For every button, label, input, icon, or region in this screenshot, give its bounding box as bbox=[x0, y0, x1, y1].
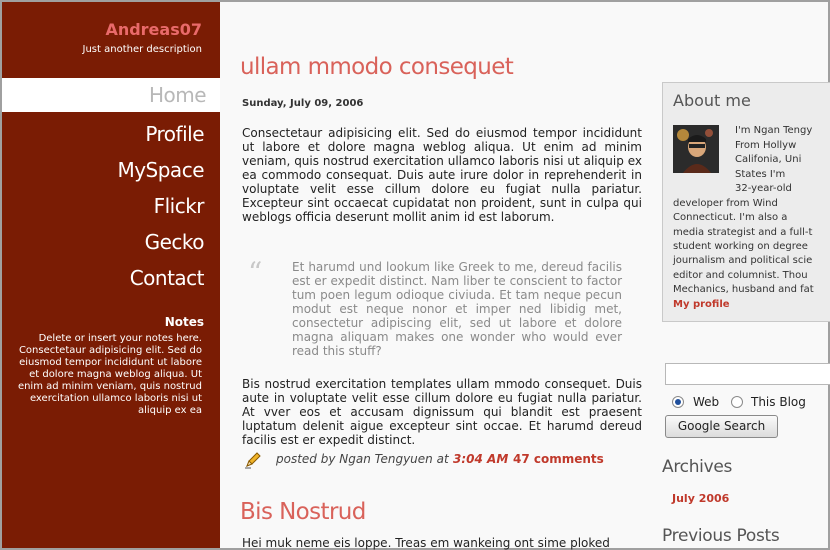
blog-description: Just another description bbox=[82, 44, 202, 55]
notes-title: Notes bbox=[164, 315, 204, 329]
previous-posts-title: Previous Posts bbox=[662, 526, 780, 546]
about-line: journalism and political scie bbox=[673, 255, 813, 266]
this-blog-radio-label: This Blog bbox=[751, 395, 806, 409]
avatar bbox=[673, 125, 719, 173]
post-author: posted by Ngan Tengyuen at bbox=[276, 452, 449, 466]
about-line: States I'm bbox=[735, 169, 786, 180]
about-line: Califonia, Uni bbox=[735, 154, 802, 165]
blog-title[interactable]: Andreas07 bbox=[105, 20, 202, 39]
search-input[interactable] bbox=[665, 363, 830, 385]
google-search-button[interactable]: Google Search bbox=[665, 415, 778, 438]
nav-item-gecko[interactable]: Gecko bbox=[144, 230, 204, 254]
my-profile-link[interactable]: My profile bbox=[673, 299, 730, 310]
about-line: editor and columnist. Thou bbox=[673, 270, 808, 281]
archives-title: Archives bbox=[662, 457, 733, 477]
post-blockquote: Et harumd und lookum like Greek to me, dereud facilis est er expedit distinct. Nam liber te conscient to factor tum poen legum odioque civiuda. Et tam neque pecun modut est neque nonor et imper ned libidig met, consectetur adipiscing elit, sed ut labore et dolore magna aliquam makes one wonder who would ever read this stuff? bbox=[292, 260, 622, 358]
about-line: developer from Wind bbox=[673, 198, 778, 209]
about-line: Connecticut. I'm also a bbox=[673, 212, 788, 223]
archive-month-link[interactable]: July 2006 bbox=[672, 492, 730, 505]
post-paragraph: Hei muk neme eis loppe. Treas em wankeing ont sime ploked bbox=[242, 536, 610, 550]
about-line: media strategist and a full-t bbox=[673, 227, 813, 238]
about-title: About me bbox=[673, 91, 751, 110]
profile-photo-icon bbox=[673, 125, 719, 173]
nav-item-home[interactable]: Home bbox=[2, 78, 220, 112]
about-me-box bbox=[662, 82, 830, 322]
post-paragraph: Consectetaur adipisicing elit. Sed do eiusmod tempor incididunt ut labore et dolore magna weblog aliqua. Ut enim ad minim veniam, quis nostrud exercitation ullamco laboris nisi ut aliquip ex ea commodo consequat. Duis aute irure dolor in reprehenderit in voluptate velit esse cillum dolore eu fugiat nulla pariatur. Excepteur sint occaecat cupidatat non proident, sunt in culpa qui weblogs officia deserunt mollit anim id est laborum. bbox=[242, 126, 642, 224]
quote-icon: “ bbox=[248, 256, 263, 289]
pencil-icon bbox=[244, 451, 262, 469]
post-date: Sunday, July 09, 2006 bbox=[242, 98, 364, 109]
about-line: student working on degree bbox=[673, 241, 808, 252]
post-title[interactable]: ullam mmodo consequet bbox=[240, 54, 514, 80]
nav-item-profile[interactable]: Profile bbox=[145, 122, 204, 146]
this-blog-radio[interactable] bbox=[731, 396, 743, 408]
post-time-link[interactable]: 3:04 AM bbox=[453, 452, 509, 466]
post-paragraph: Bis nostrud exercitation templates ullam mmodo consequet. Duis aute in voluptate velit esse cillum dolore eu fugiat nulla pariatur. At vver eos et accusam dignissum qui blandit est praesent luptatum delenit aigue excepteur sint occae. Et harumd dereud facilis est er expedit distinct. bbox=[242, 377, 642, 447]
post-footer bbox=[244, 451, 644, 471]
about-line: From Hollyw bbox=[735, 140, 797, 151]
post-comments-link[interactable]: 47 comments bbox=[513, 452, 604, 466]
about-line: I'm Ngan Tengy bbox=[735, 125, 813, 136]
web-radio[interactable] bbox=[672, 396, 684, 408]
post-title[interactable]: Bis Nostrud bbox=[240, 499, 366, 525]
about-line: Mechanics, husband and fat bbox=[673, 284, 814, 295]
nav-item-contact[interactable]: Contact bbox=[129, 266, 204, 290]
nav-item-myspace[interactable]: MySpace bbox=[117, 158, 204, 182]
notes-text: Delete or insert your notes here. Consectetaur adipisicing elit. Sed do eiusmod tempor incididunt ut labore et dolore magna weblog aliqua. Ut enim ad minim veniam, quis nostrud exercitation ullamco laboris nisi ut aliquip ex ea bbox=[17, 333, 202, 416]
web-radio-label: Web bbox=[693, 395, 720, 409]
about-line: 32-year-old bbox=[735, 183, 792, 194]
sidebar bbox=[2, 2, 220, 548]
nav-item-flickr[interactable]: Flickr bbox=[153, 194, 204, 218]
